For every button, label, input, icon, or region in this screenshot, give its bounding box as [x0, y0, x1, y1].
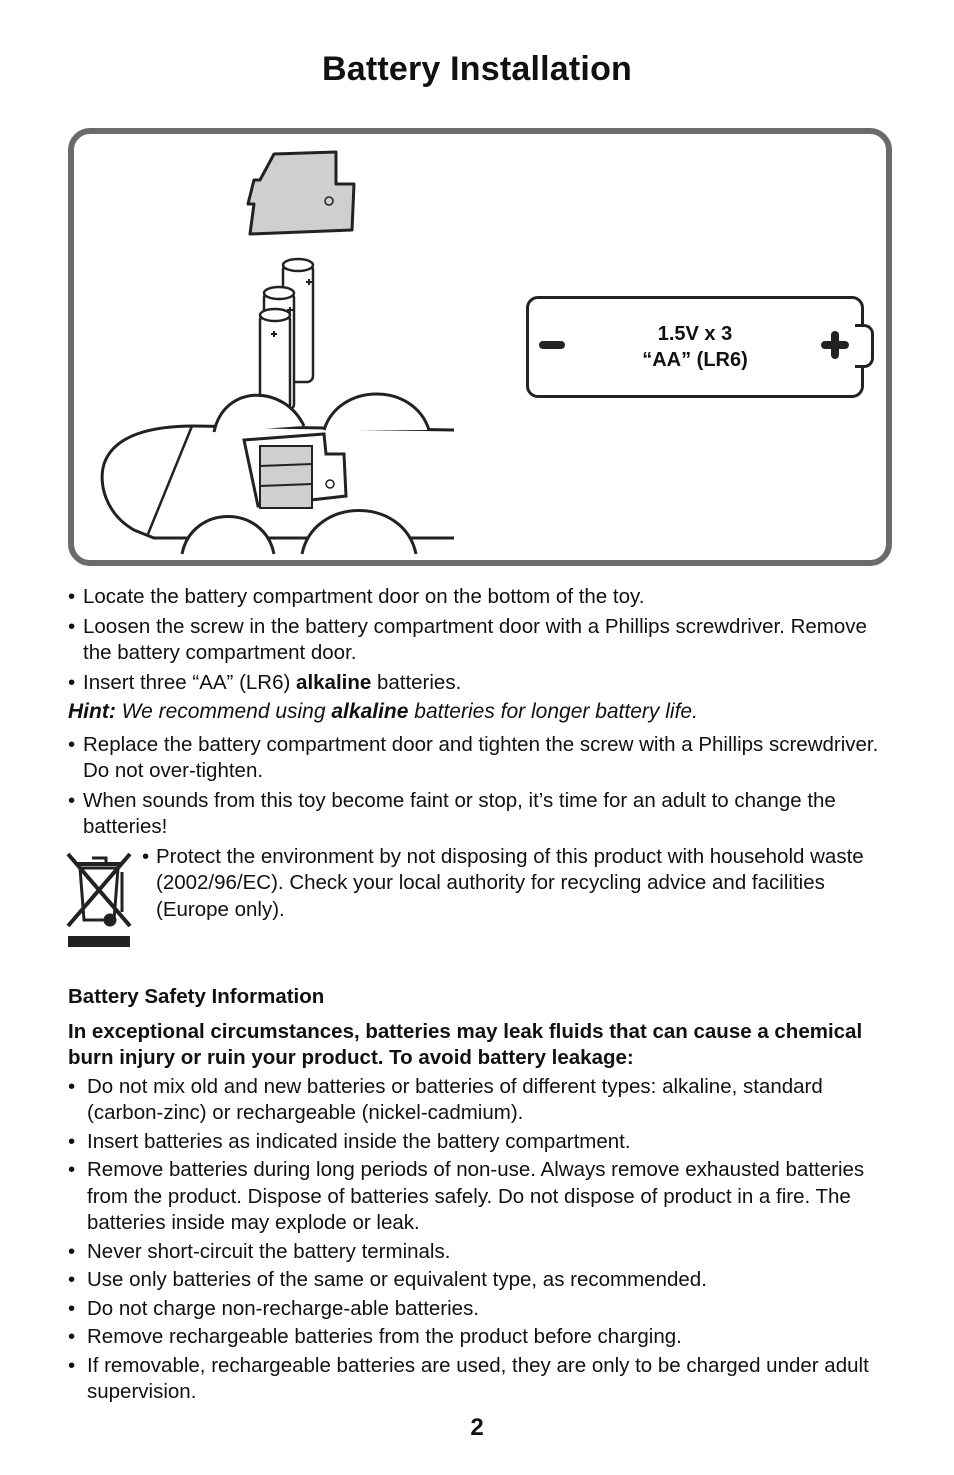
safety-heading: Battery Safety Information [68, 985, 325, 1008]
page-number: 2 [470, 1414, 484, 1441]
list-item: • Remove batteries during long periods of non-use. Always remove exhausted batteries from the product. Dispose of batteries safely. Do not dispose of product in a fire. The batteries inside may explode or leak. [68, 1158, 865, 1234]
battery-safety-section [68, 984, 898, 1408]
list-item: • If removable, rechargeable batteries are used, they are only to be charged under adult supervision. [68, 1353, 869, 1403]
battery-illustration [68, 128, 892, 566]
environment-notice: • Protect the environment by not disposing of this product with household waste (2002/96/EC). Check your local authority for recycling advice and facilities (Europe only). [68, 844, 898, 924]
list-item: • Loosen the screw in the battery compartment door with a Phillips screwdriver. Remove the battery compartment door. [68, 614, 867, 664]
battery-nub [855, 324, 874, 368]
list-item: • When sounds from this toy become faint or stop, it’s time for an adult to change the batteries! [68, 788, 836, 838]
list-item: • Insert three “AA” (LR6) alkaline batteries. [68, 670, 462, 694]
list-item: • Do not mix old and new batteries or batteries of different types: alkaline, standard (carbon-zinc) or rechargeable (nickel-cadmium). [68, 1074, 823, 1124]
list-item: • Do not charge non-recharge-able batteries. [68, 1296, 480, 1320]
list-item: • Remove rechargeable batteries from the product before charging. [68, 1325, 682, 1348]
aa-batteries-icon [260, 259, 313, 416]
list-item: • Never short-circuit the battery terminals. [68, 1239, 451, 1263]
list-item: • Replace the battery compartment door and tighten the screw with a Phillips screwdriver. Do not over-tighten. [68, 732, 879, 782]
page-title: Battery Installation [321, 50, 633, 88]
list-item: • Use only batteries of the same or equivalent type, as recommended. [68, 1268, 707, 1291]
list-item: • Locate the battery compartment door on the bottom of the toy. [68, 585, 645, 608]
hint-text: Hint: We recommend using alkaline batteries for longer battery life. [68, 700, 698, 723]
environment-text: Protect the environment by not disposing of this product with household waste (2002/96/EC). Check your local authority for recycling advice and facilities (Europe only). [156, 844, 864, 921]
installation-instructions [68, 584, 898, 923]
minus-terminal-icon [539, 341, 565, 349]
battery-spec-label [526, 296, 864, 398]
list-item: • Insert batteries as indicated inside the battery compartment. [68, 1129, 631, 1153]
battery-voltage: 1.5V x 3 [657, 323, 733, 345]
battery-door-icon [248, 152, 354, 234]
crossed-out-wheelie-bin-icon [66, 848, 132, 948]
battery-type: “AA” (LR6) [642, 349, 748, 371]
safety-intro: In exceptional circumstances, batteries may leak fluids that can cause a chemical burn injury or ruin your product. To avoid battery leakage: [68, 1019, 863, 1069]
